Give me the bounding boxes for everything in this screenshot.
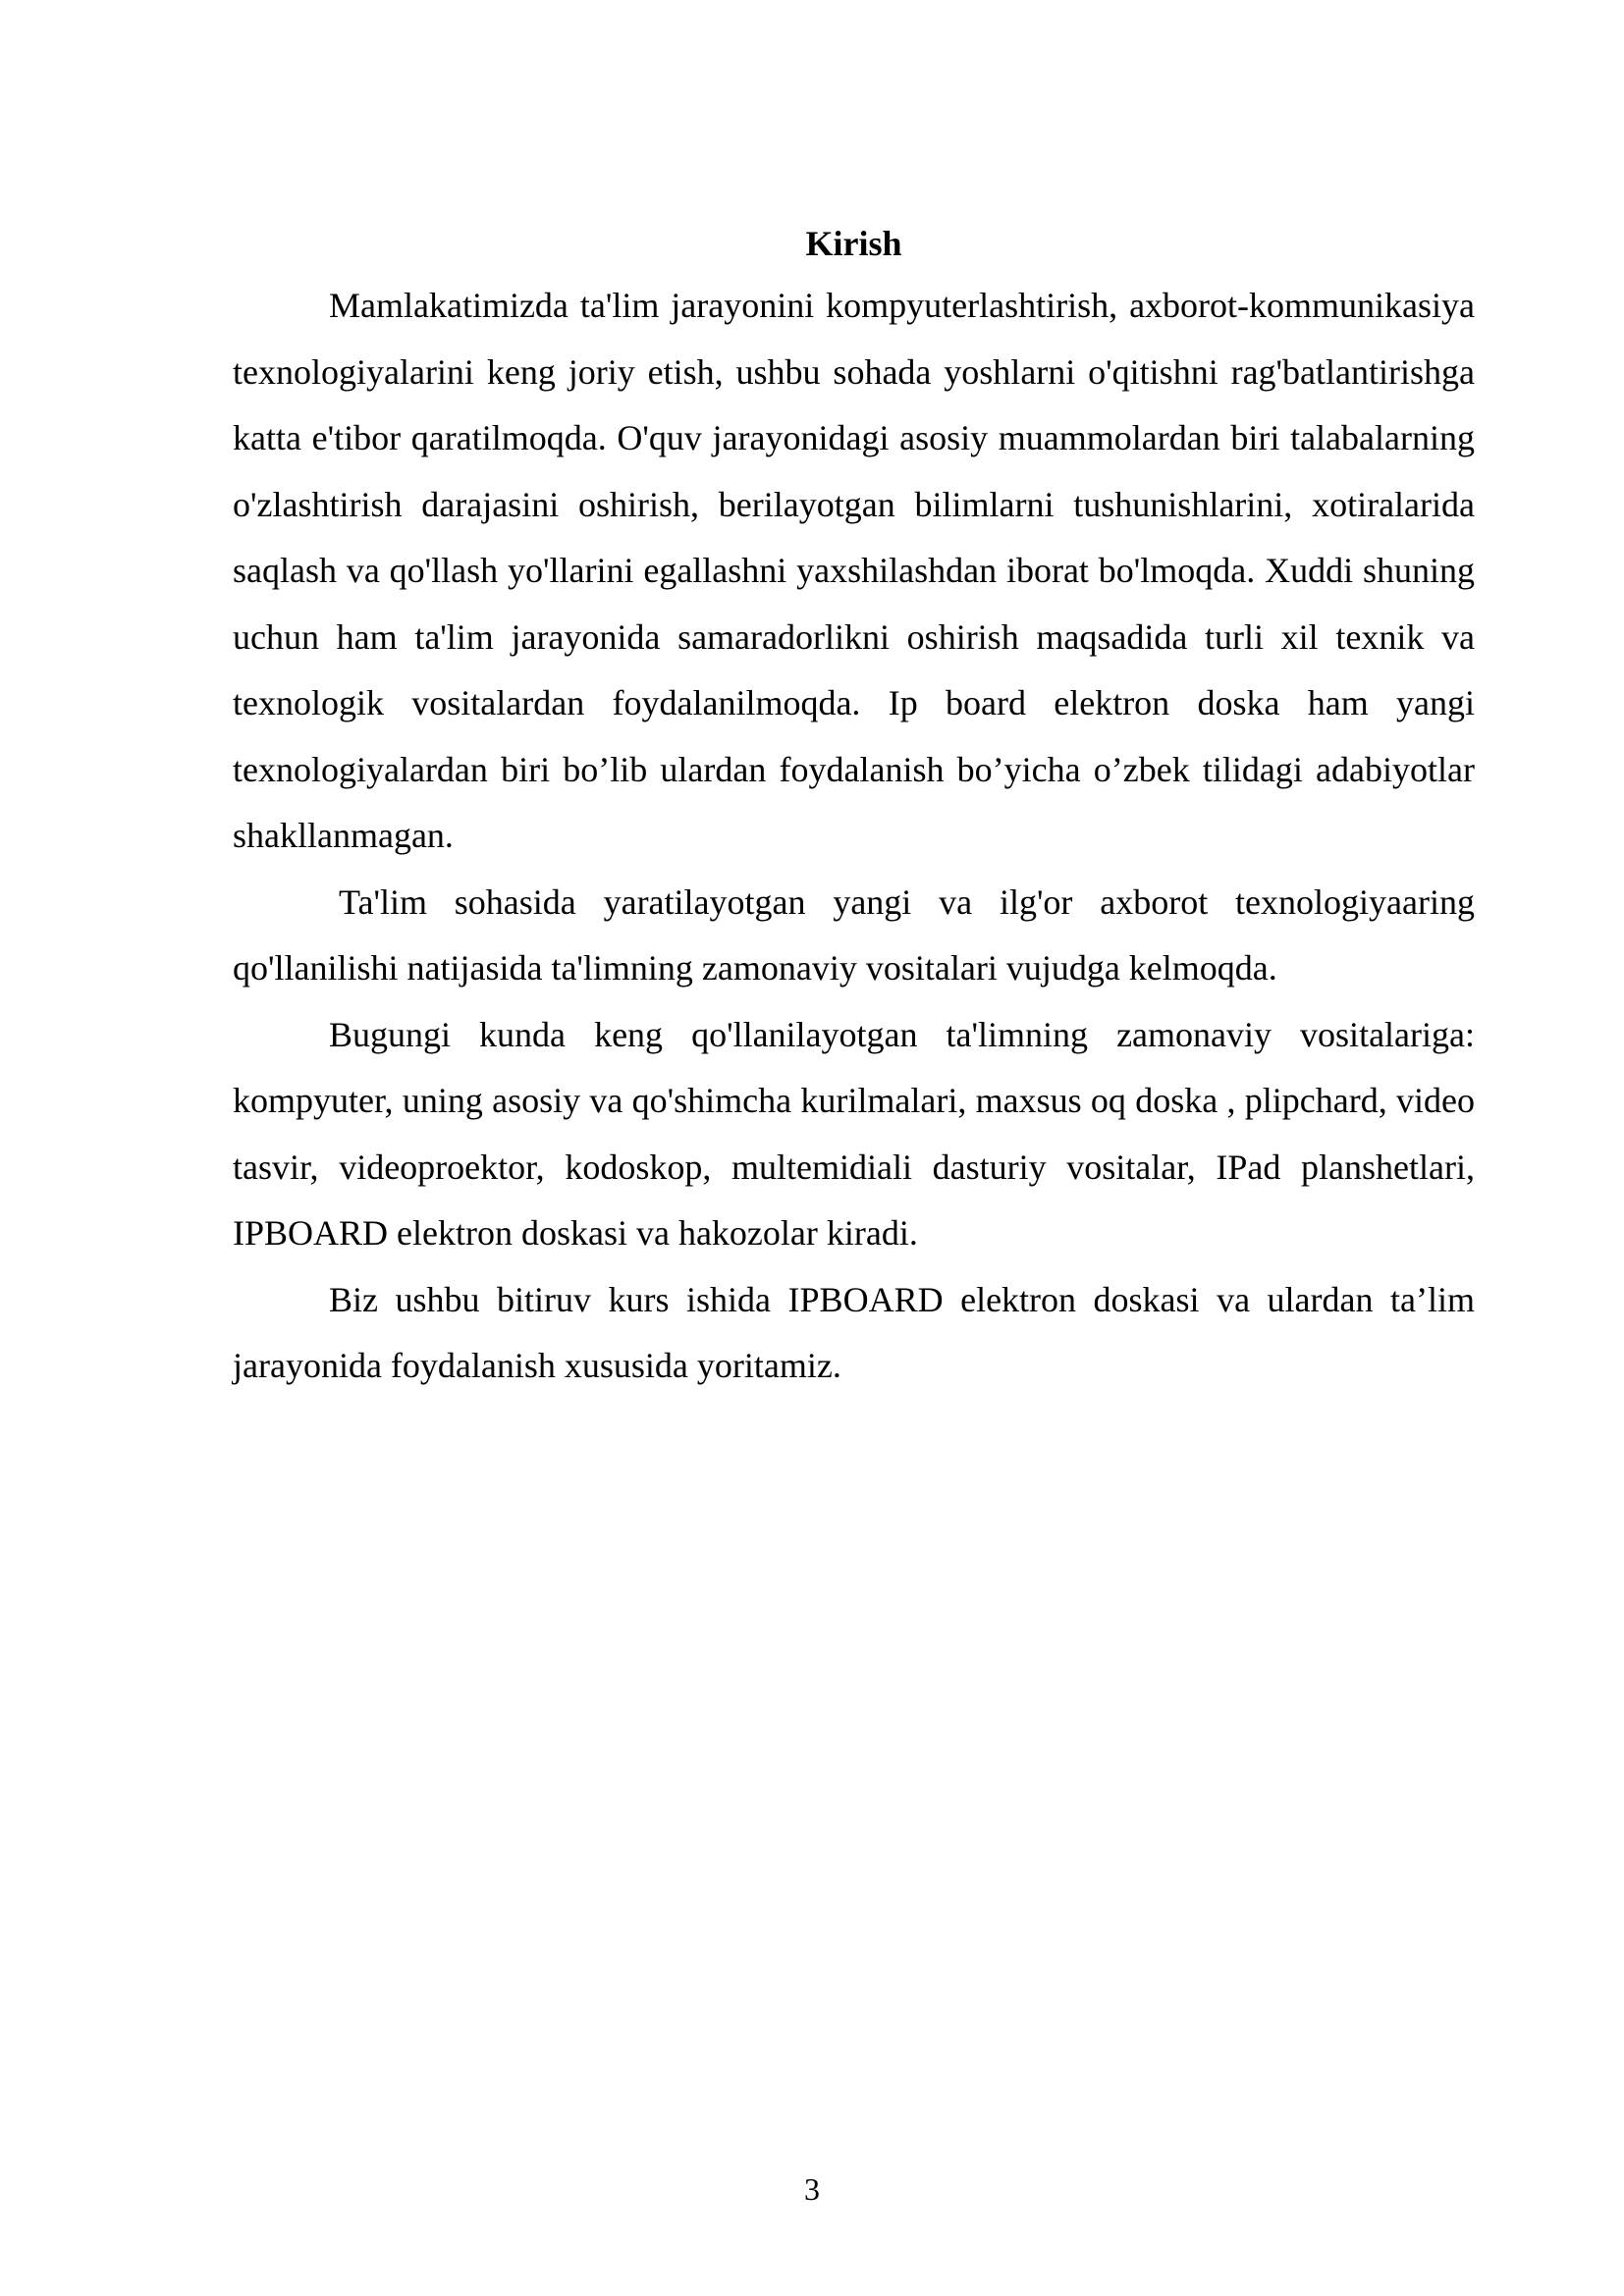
paragraph-modern-technologies: Ta'lim sohasida yaratilayotgan yangi va ilg'or axborot texnologiyaaring qo'llanilishi natijasida ta'limning zamonaviy vositalari vujudga kelmoqda.: [233, 881, 1475, 988]
paragraph-work-purpose: Biz ushbu bitiruv kurs ishida IPBOARD elektron doskasi va ulardan ta’lim jarayonida foydalanish xususida yoritamiz.: [233, 1279, 1475, 1385]
paragraph-introduction: Mamlakatimizda ta'lim jarayonini kompyuterlashtirish, axborot-kommunikasiya texnologiyalarini keng joriy etish, ushbu sohada yoshlarni o'qitishni rag'batlantirishga katta e'tibor qaratilmoqda. O'quv jarayonidagi asosiy muammolardan biri talabalarning o'zlashtirish darajasini oshirish, berilayotgan bilimlarni tushunishlarini, xotiralarida saqlash va qo'llash yo'llarini egallashni yaxshilashdan iborat bo'lmoqda. Xuddi shuning uchun ham ta'lim jarayonida samaradorlikni oshirish maqsadida turli xil texnik va texnologik vositalardan foydalanilmoqda. Ip board elektron doska ham yangi texnologiyalardan biri bo’lib ulardan foydalanish bo’yicha o’zbek tilidagi adabiyotlar shakllanmagan.: [233, 286, 1475, 855]
paragraph-modern-tools-list: Bugungi kunda keng qo'llanilayotgan ta'limning zamonaviy vositalariga: kompyuter, uning asosiy va qo'shimcha kurilmalari, maxsus oq doska , plipchard, video tasvir, videoproektor, kodoskop, multemidiali dasturiy vositalar, IPad planshetlari, IPBOARD elektron doskasi va hakozolar kiradi.: [233, 1014, 1475, 1253]
section-heading: Kirish: [805, 224, 902, 263]
page-number: 3: [804, 2171, 820, 2207]
page-content: [233, 214, 1475, 1400]
